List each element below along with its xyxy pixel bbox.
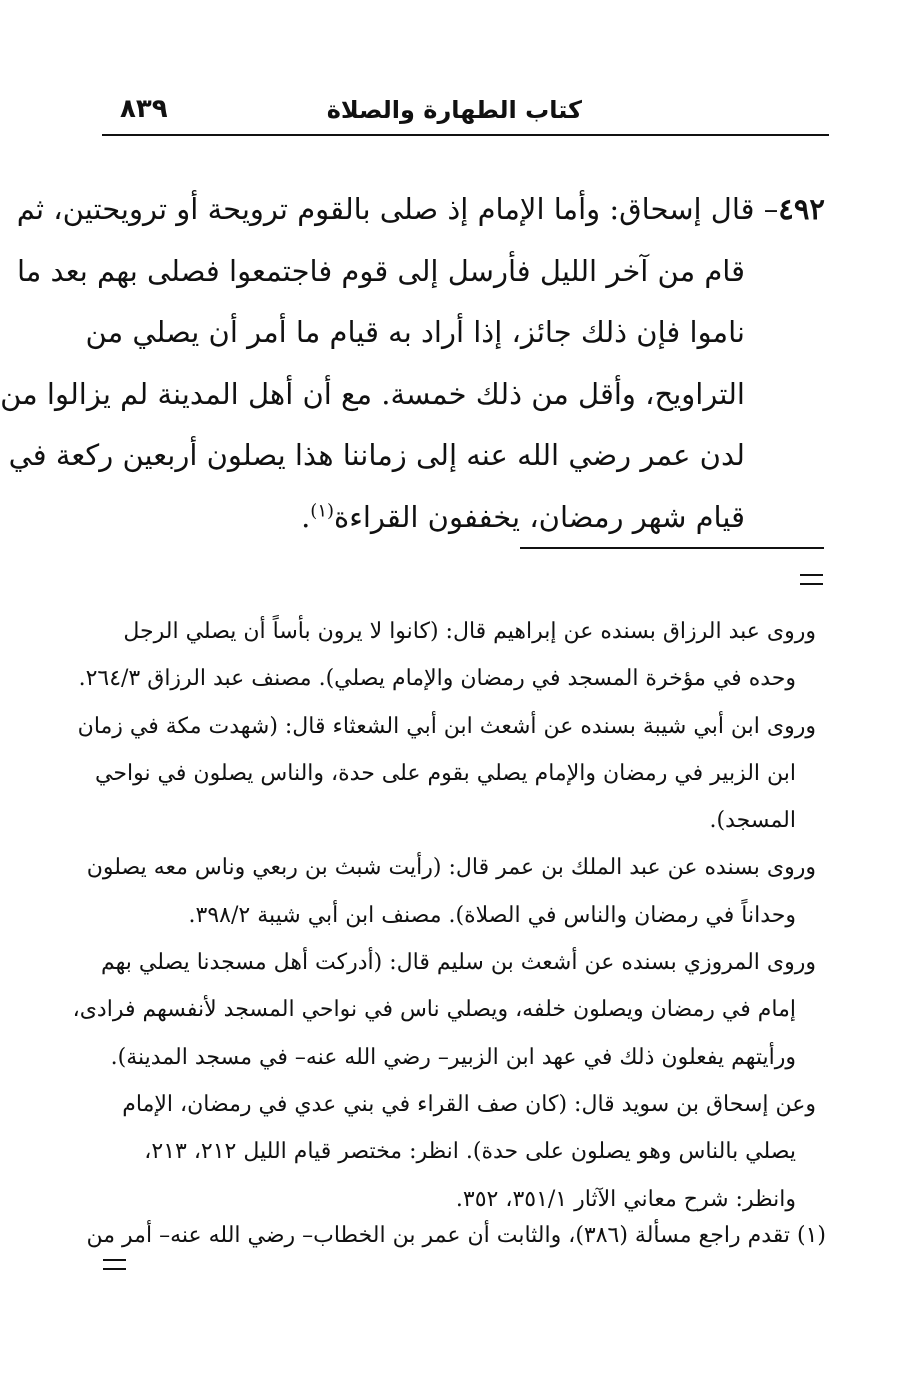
note-line: وانظر: شرح معاني الآثار ٣٥١/١، ٣٥٢. <box>455 1186 796 1212</box>
book-section-title: كتاب الطهارة والصلاة <box>326 96 582 124</box>
note-line: وروى بسنده عن عبد الملك بن عمر قال: (رأيت شبث بن ربعي وناس معه يصلون <box>86 855 816 881</box>
footnote-1: (١) تقدم راجع مسألة (٣٨٦)، والثابت أن عمر بن الخطاب– رضي الله عنه– أمر من <box>86 1223 826 1248</box>
issue-number: ٤٩٢ <box>778 192 825 226</box>
note-line: وعن إسحاق بن سويد قال: (كان صف القراء في بني عدي في رمضان، الإمام <box>122 1091 816 1117</box>
entry-line-ending: . <box>301 499 311 534</box>
page-header <box>102 92 837 134</box>
note-line: المسجد). <box>709 808 796 834</box>
entry-line-1 <box>16 179 825 241</box>
entry-line-2: قام من آخر الليل فأرسل إلى قوم فاجتمعوا فصلى بهم بعد ما <box>16 253 745 288</box>
page-number: ٨٣٩ <box>120 94 168 124</box>
footnote-continuation <box>72 608 816 1223</box>
entry-line-6-text: قيام شهر رمضان، يخففون القراءة <box>334 499 745 534</box>
entry-line-6 <box>103 487 745 549</box>
entry-line-4: التراويح، وأقل من ذلك خمسة. مع أن أهل المدينة لم يزالوا من <box>0 376 745 411</box>
footnote-reference: (١) <box>310 499 335 521</box>
entry-line-1-text: – قال إسحاق: وأما الإمام إذ صلى بالقوم ترويحة أو ترويحتين، ثم <box>16 192 779 226</box>
entry-line-5: لدن عمر رضي الله عنه إلى زماننا هذا يصلون أربعين ركعة في <box>8 438 745 472</box>
note-line: وحده في مؤخرة المسجد في رمضان والإمام يصلي). مصنف عبد الرزاق ٢٦٤/٣. <box>78 666 796 692</box>
note-line: وروى المروزي بسنده عن أشعث بن سليم قال: (أدركت أهل مسجدنا يصلي بهم <box>100 950 816 976</box>
notes-separator-rule <box>520 547 824 549</box>
note-line: وروى عبد الرزاق بسنده عن إبراهيم قال: (كانوا لا يرون بأساً أن يصلي الرجل <box>123 619 816 644</box>
note-line: وحداناً في رمضان والناس في الصلاة). مصنف ابن أبي شيبة ٣٩٨/٢. <box>188 902 796 928</box>
header-rule <box>102 134 829 136</box>
note-line: يصلي بالناس وهو يصلون على حدة). انظر: مختصر قيام الليل ٢١٢، ٢١٣، <box>144 1139 796 1165</box>
note-line: وروى ابن أبي شيبة بسنده عن أشعث ابن أبي الشعثاء قال: (شهدت مكة في زمان <box>77 713 816 739</box>
note-line: إمام في رمضان ويصلون خلفه، ويصلي ناس في نواحي المسجد لأنفسهم فرادى، <box>72 997 796 1023</box>
note-line: ابن الزبير في رمضان والإمام يصلي بقوم على حدة، والناس يصلون في نواحي <box>95 760 796 786</box>
continuation-mark <box>800 574 823 586</box>
footnote-continuation-mark <box>103 1259 126 1271</box>
note-line: ورأيتهم يفعلون ذلك في عهد ابن الزبير– رضي الله عنه– في مسجد المدينة). <box>110 1044 796 1070</box>
entry-line-3: ناموا فإن ذلك جائز، إذا أراد به قيام ما أمر أن يصلي من <box>85 315 745 349</box>
main-entry <box>0 179 825 534</box>
